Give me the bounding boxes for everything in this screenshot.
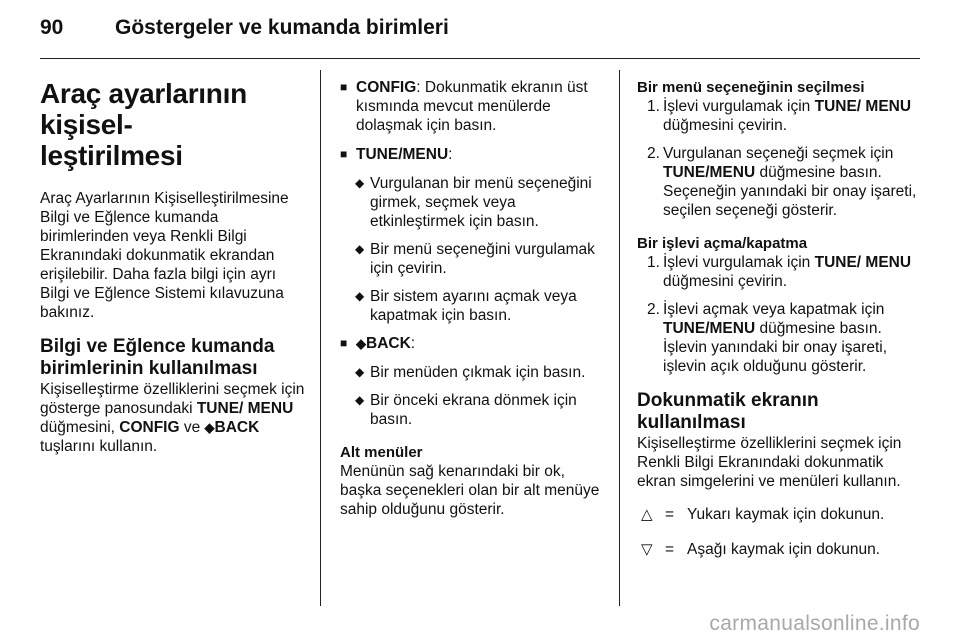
list-item (340, 363, 610, 382)
controls-text-mid2: ve (179, 419, 205, 436)
step-text-pre: İşlevi vurgulamak için (663, 254, 815, 271)
step-text-post: düğmesini çevirin. (663, 117, 788, 134)
section-heading-controls: Bilgi ve Eğlence kumanda birimlerinin kullanılması (40, 336, 275, 379)
scroll-down-row (637, 540, 922, 559)
diamond-bullet-icon: ◆ (355, 289, 365, 303)
submenu-heading: Alt menüler (340, 444, 423, 461)
triangle-down-icon: ▽ (641, 541, 653, 558)
step-text-pre: İşlevi açmak veya kapatmak için (663, 301, 885, 318)
back-bullet (340, 334, 610, 353)
list-item-text: Bir menü seçeneğini vurgulamak için çevirin. (370, 241, 595, 277)
step-number: 1. (647, 98, 660, 115)
step-number: 2. (647, 145, 660, 162)
intro-paragraph: Araç Ayarlarının Kişiselleştirilmesine Bilgi ve Eğlence kumanda birimlerinden veya Renkli Bilgi Ekranındaki dokunmatik ekrandan erişilebilir. Daha fazla bilgi için ayrı Bilgi ve Eğlence Sistemi kılavuzuna bakınız. (40, 190, 289, 321)
controls-text-post: tuşlarını kullanın. (40, 438, 158, 455)
diamond-bullet-icon: ◆ (355, 393, 365, 407)
back-term: BACK (366, 335, 411, 352)
controls-text-mid1: düğmesini, (40, 419, 120, 436)
step-text-post: düğmesine basın. İşlevin yanındaki bir onay işareti, işlevin açık olduğunu gösterir. (663, 320, 888, 375)
step-number: 1. (647, 254, 660, 271)
column-3 (637, 78, 922, 559)
step-text-pre: İşlevi vurgulamak için (663, 98, 815, 115)
config-term: CONFIG (356, 79, 417, 96)
diamond-bullet-icon: ◆ (355, 365, 365, 379)
square-bullet-icon: ■ (340, 336, 348, 350)
back-suffix: : (410, 335, 416, 352)
main-heading (40, 78, 305, 171)
config-label: CONFIG (119, 419, 180, 436)
tune-menu-bullet (340, 145, 610, 164)
list-item-text: Bir menüden çıkmak için basın. (370, 364, 586, 381)
numbered-step (637, 253, 922, 291)
header-title: Göstergeler ve kumanda birimleri (115, 16, 449, 39)
step-bold: TUNE/ MENU (814, 254, 912, 271)
list-item (340, 174, 610, 231)
step-bold: TUNE/ MENU (814, 98, 912, 115)
square-bullet-icon: ■ (340, 80, 348, 94)
square-bullet-icon: ■ (340, 147, 348, 161)
column-divider-right (619, 70, 620, 606)
column-2 (340, 78, 610, 519)
numbered-step (637, 300, 922, 376)
submenu-paragraph: Menünün sağ kenarındaki bir ok, başka seçenekleri olan bir alt menüye sahip olduğunu gösterir. (340, 463, 600, 518)
column-1 (40, 78, 305, 456)
column-divider-left (320, 70, 321, 606)
list-item (340, 287, 610, 325)
touchscreen-heading: Dokunmatik ekranın kullanılması (637, 390, 819, 433)
scroll-down-text: Aşağı kaymak için dokunun. (687, 541, 880, 558)
scroll-up-text: Yukarı kaymak için dokunun. (687, 506, 885, 523)
back-label: BACK (214, 419, 260, 436)
touchscreen-paragraph: Kişiselleştirme özelliklerini seçmek için Renkli Bilgi Ekranındaki dokunmatik ekran simgelerini ve menüleri kullanın. (637, 435, 902, 490)
step-bold: TUNE/MENU (663, 320, 756, 337)
diamond-bullet-icon: ◆ (355, 176, 365, 190)
back-arrow-icon: ◆ (356, 336, 366, 351)
list-item-text: Bir sistem ayarını açmak veya kapatmak için basın. (370, 288, 577, 324)
triangle-up-icon: △ (641, 506, 653, 523)
back-arrow-icon: ◆ (204, 420, 215, 435)
tune-menu-term: TUNE/MENU (356, 146, 449, 163)
numbered-step (637, 144, 922, 220)
step-text-post: düğmesini çevirin. (663, 273, 788, 290)
watermark: carmanualsonline.info (709, 612, 920, 635)
config-description: : Dokunmatik ekranın üst kısmında mevcut menülerde dolaşmak için basın. (356, 79, 588, 134)
scroll-up-row (637, 505, 922, 524)
config-bullet (340, 78, 610, 135)
controls-text-pre: Kişiselleştirme özelliklerini seçmek için gösterge panosundaki (40, 381, 305, 417)
select-option-heading: Bir menü seçeneğinin seçilmesi (637, 79, 865, 96)
tune-menu-label: TUNE/ MENU (196, 400, 294, 417)
main-heading-line2: leştirilmesi (40, 140, 183, 171)
list-item-text: Vurgulanan bir menü seçeneğini girmek, seçmek veya etkinleştirmek için basın. (370, 175, 592, 230)
toggle-function-heading: Bir işlevi açma/kapatma (637, 235, 808, 252)
equals-sign: = (665, 541, 675, 558)
tune-menu-suffix: : (448, 146, 453, 163)
controls-paragraph (40, 380, 305, 456)
main-heading-line1: Araç ayarlarının kişisel- (40, 78, 247, 140)
list-item (340, 240, 610, 278)
equals-sign: = (665, 506, 675, 523)
list-item-text: Bir önceki ekrana dönmek için basın. (370, 392, 577, 428)
step-text-post: düğmesine basın. Seçeneğin yanındaki bir onay işareti, seçilen seçeneği gösterir. (663, 164, 917, 219)
step-bold: TUNE/MENU (663, 164, 756, 181)
page-number: 90 (40, 16, 64, 39)
step-number: 2. (647, 301, 660, 318)
header-rule (40, 58, 920, 59)
numbered-step (637, 97, 922, 135)
step-text-pre: Vurgulanan seçeneği seçmek için (663, 145, 894, 162)
list-item (340, 391, 610, 429)
diamond-bullet-icon: ◆ (355, 242, 365, 256)
